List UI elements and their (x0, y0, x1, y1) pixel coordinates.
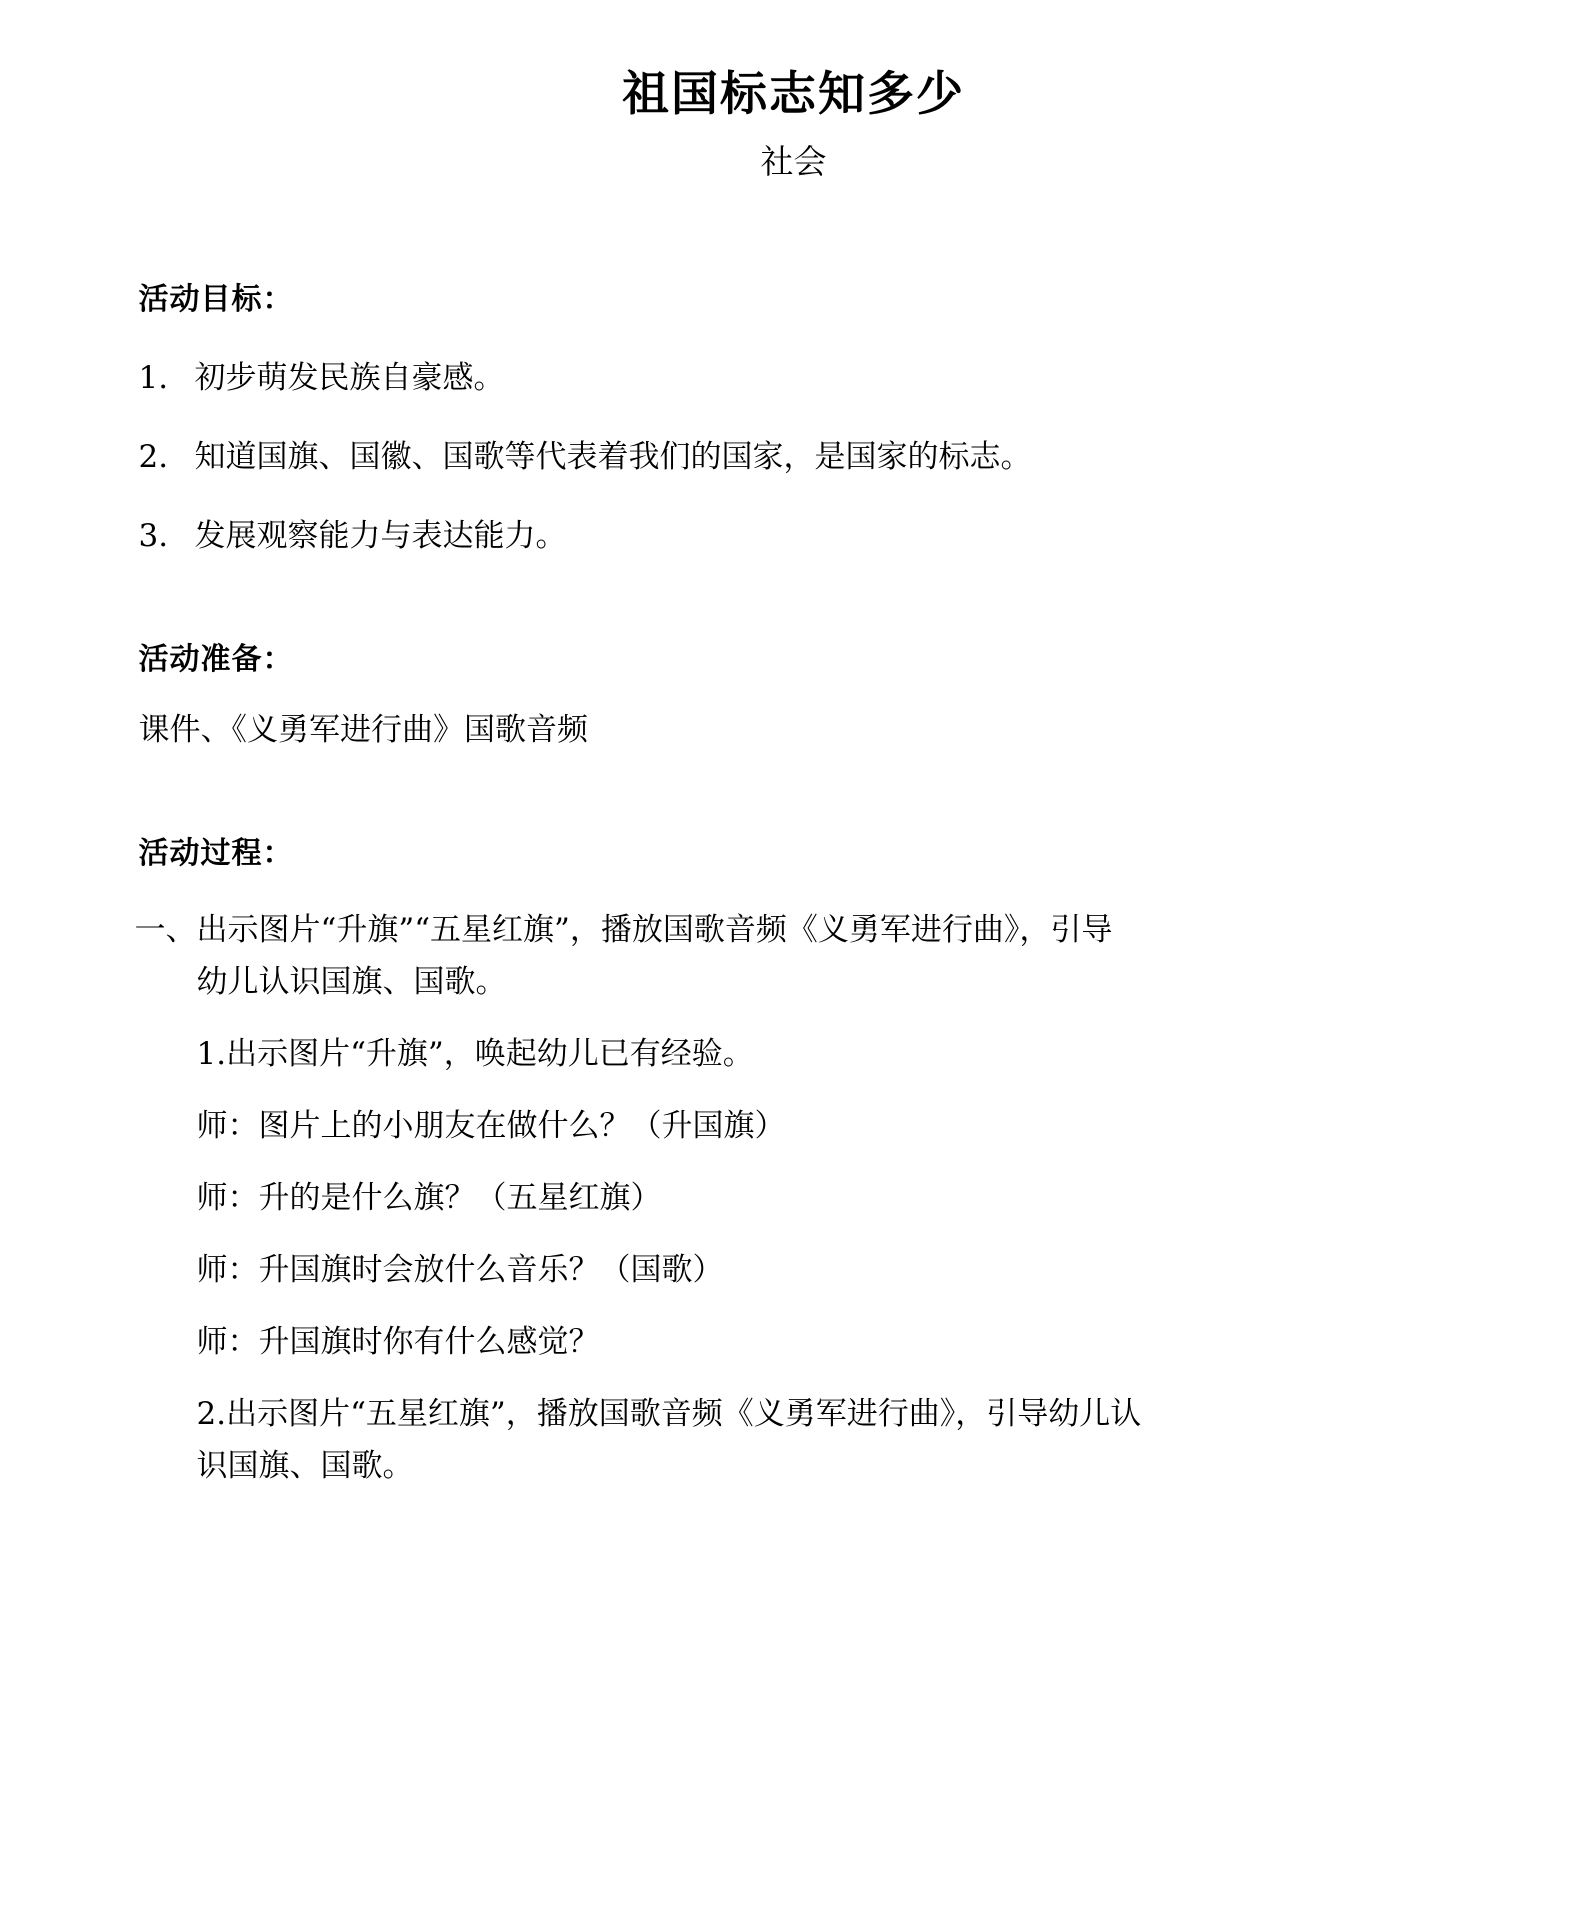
process-sub-item: 师：升国旗时会放什么音乐？（国歌） (196, 1252, 724, 1289)
process-step-one-line2: 幼儿认识国旗、国歌。 (196, 963, 507, 1000)
objectives-heading: 活动目标： (138, 281, 294, 317)
process-step-two-line1: 2.出示图片“五星红旗”，播放国歌音频《义勇军进行曲》，引导幼儿认 (196, 1396, 1142, 1433)
objectives-list (129, 356, 1459, 559)
process-sub-item: 师：升的是什么旗？（五星红旗） (196, 1180, 662, 1216)
list-item (129, 356, 1459, 401)
document-content (129, 0, 1459, 1492)
process-step-two-line2: 识国旗、国歌。 (196, 1448, 414, 1485)
list-item-number: 3. (138, 517, 169, 554)
spacer-after-preparation (129, 753, 1459, 831)
list-item-number: 1. (138, 359, 169, 396)
preparation-heading: 活动准备： (138, 641, 294, 677)
process-sub-item: 师：升国旗时你有什么感觉？ (196, 1324, 600, 1361)
process-heading: 活动过程： (138, 835, 294, 871)
list-item (129, 435, 1459, 480)
spacer-after-title (129, 185, 1459, 277)
process-sub-item: 1.出示图片“升旗”，唤起幼儿已有经验。 (196, 1035, 754, 1072)
list-item-label: 发展观察能力与表达能力。 (194, 517, 567, 554)
list-item (129, 514, 1459, 559)
page-subtitle: 社会 (760, 141, 827, 181)
process-step-one-line1: 一、出示图片“升旗”“五星红旗”，播放国歌音频《义勇军进行曲》，引导 (134, 911, 1113, 948)
spacer-after-objectives (129, 559, 1459, 637)
process-sub-item: 师：图片上的小朋友在做什么？（升国旗） (196, 1107, 786, 1144)
process-step-one (129, 904, 1459, 1008)
list-item-label: 知道国旗、国徽、国歌等代表着我们的国家，是国家的标志。 (194, 438, 1032, 475)
list-item-number: 2. (138, 438, 169, 475)
process-step-two (129, 1388, 1459, 1492)
preparation-text: 课件、《义勇军进行曲》国歌音频 (138, 711, 588, 748)
page-title: 祖国标志知多少 (622, 67, 965, 122)
list-item-label: 初步萌发民族自豪感。 (194, 359, 505, 396)
